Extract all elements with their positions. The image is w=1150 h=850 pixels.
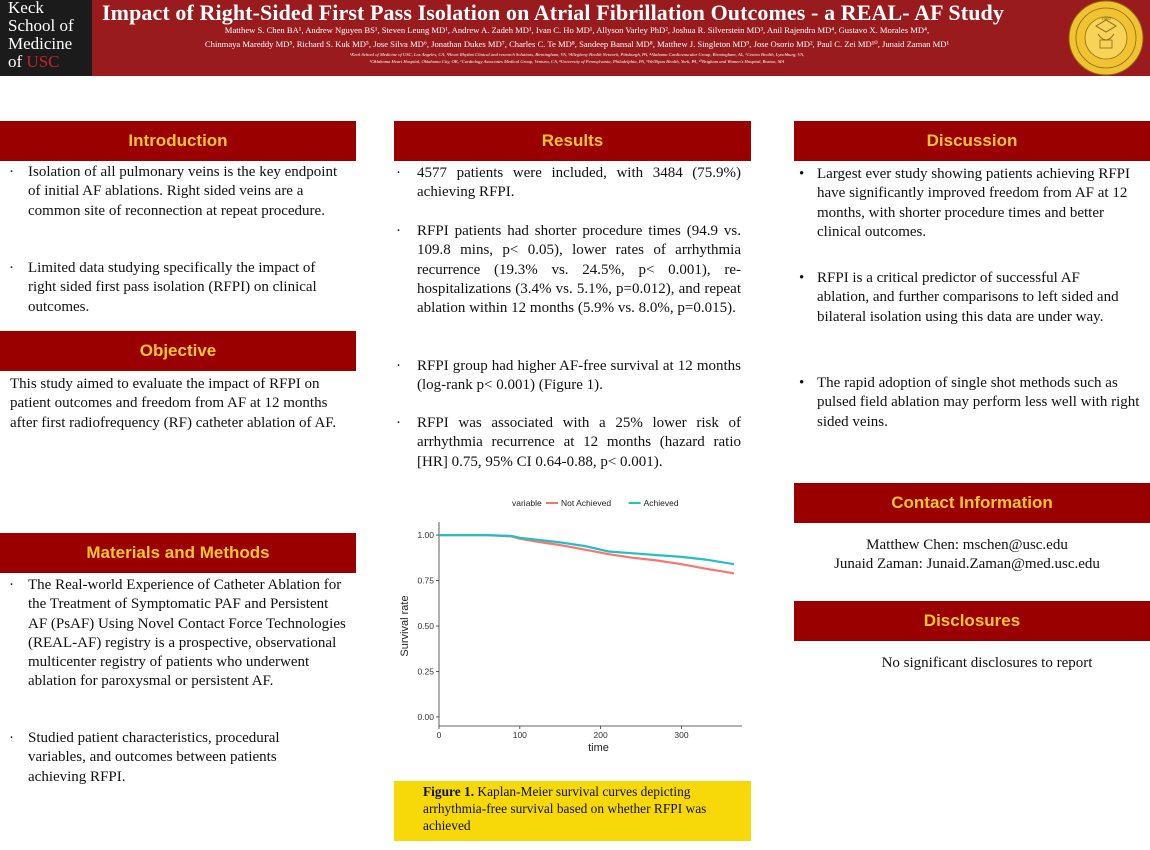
x-tick-label: 200 bbox=[593, 730, 608, 740]
bullet-dot: · bbox=[396, 358, 401, 374]
bullet-dot: • bbox=[799, 375, 805, 391]
y-tick-label: 0.25 bbox=[417, 666, 434, 677]
y-tick-label: 0.50 bbox=[417, 621, 434, 631]
caption-label: Figure 1. bbox=[423, 784, 475, 799]
objective-text: This study aimed to evaluate the impact of RFPI on patient outcomes and freedom from AF at 12 months after first radiofrequency (RF) catheter ablation of AF. bbox=[10, 376, 337, 431]
bullet-text: RFPI is a critical predictor of successful AF ablation, and further comparisons to left sided and bilateral isolation using this data are under way. bbox=[817, 270, 1119, 325]
kaplan-meier-chart bbox=[394, 490, 759, 755]
bullet-text: Isolation of all pulmonary veins is the key endpoint of initial AF ablations. Right sided veins are a common site of reconnection at repeat procedure. bbox=[28, 164, 338, 219]
y-axis-label: Survival rate bbox=[399, 595, 411, 657]
logo-line-1: Keck bbox=[8, 0, 44, 17]
x-tick-label: 100 bbox=[512, 730, 527, 740]
bullet-text: RFPI patients had shorter procedure times (94.9 vs. 109.8 mins, p< 0.05), lower rates of arrhythmia recurrence (19.3% vs. 24.5%, p< 0.001), re-hospitalizations (3.4% vs. 5.1%, p=0.012), and repeat ablation within 12 months (5.9% vs. 8.0%, p=0.015). bbox=[417, 223, 741, 317]
bullet-text: Limited data studying specifically the impact of right sided first pass isolation (RFPI) on clinical outcomes. bbox=[28, 260, 317, 315]
authors-line-2: Chinmaya Mareddy MD⁵, Richard S. Kuk MD⁵, Jose Silva MD⁶, Jonathan Dukes MD⁷, Charles C. Te MD⁸, Sandeep Bansal MD⁸, Matthew J. Singleton MD⁹, Jose Osorio MD², Paul C. Zei MD¹⁰, Junaid Zaman MD¹ bbox=[204, 39, 950, 49]
bullet-dot: · bbox=[396, 415, 401, 431]
logo-line-4 bbox=[8, 53, 60, 70]
logo-line-3: Medicine bbox=[8, 34, 73, 53]
legend-label-1: Achieved bbox=[643, 498, 679, 508]
bullet-dot: · bbox=[9, 164, 14, 180]
disclosures-text: No significant disclosures to report bbox=[881, 655, 1093, 671]
university-seal-icon bbox=[1062, 0, 1150, 76]
discussion-heading: Discussion bbox=[794, 121, 1150, 161]
logo-usc: USC bbox=[26, 52, 60, 71]
x-tick-label: 300 bbox=[674, 730, 689, 740]
bullet-text: Largest ever study showing patients achieving RFPI have significantly improved freedom from AF at 12 months, with shorter procedure times and better clinical outcomes. bbox=[817, 166, 1131, 240]
bullet-dot: • bbox=[799, 166, 805, 182]
seal-year: 1880 bbox=[1101, 17, 1111, 22]
y-tick-label: 0.00 bbox=[417, 711, 434, 722]
series-line-not-achieved bbox=[439, 535, 734, 573]
contact-line-zaman[interactable]: Junaid Zaman: Junaid.Zaman@med.usc.edu bbox=[834, 556, 1100, 573]
keck-usc-logo bbox=[0, 0, 92, 76]
disclosures-heading: Disclosures bbox=[794, 601, 1150, 641]
contact-line-chen[interactable]: Matthew Chen: mschen@usc.edu bbox=[866, 537, 1068, 553]
legend-title: variable bbox=[512, 498, 542, 508]
bullet-text: 4577 patients were included, with 3484 (75.9%) achieving RFPI. bbox=[417, 165, 741, 201]
authors-line-1: Matthew S. Chen BA¹, Andrew Nguyen BS¹, Steven Leung MD¹, Andrew A. Zadeh MD¹, Ivan C. Ho MD¹, Allyson Varley PhD², Joshua R. Silverstein MD³, Anil Rajendra MD⁴, Gustavo X. Morales MD⁴, bbox=[224, 25, 930, 35]
logo-of: of bbox=[8, 52, 27, 71]
bullet-text: Studied patient characteristics, procedural variables, and outcomes between patients achieving RFPI. bbox=[28, 730, 280, 785]
bullet-text: The rapid adoption of single shot methods such as pulsed field ablation may perform less well with right sided veins. bbox=[817, 375, 1140, 430]
bullet-dot: · bbox=[9, 730, 14, 746]
bullet-dot: · bbox=[396, 223, 401, 239]
logo-line-2: School of bbox=[8, 16, 74, 35]
bullet-dot: · bbox=[9, 260, 14, 276]
bullet-dot: · bbox=[396, 165, 401, 181]
y-tick-label: 0.75 bbox=[417, 575, 434, 586]
figure-caption bbox=[394, 781, 751, 841]
bullet-text: RFPI was associated with a 25% lower risk of arrhythmia recurrence at 12 months (hazard ratio [HR] 0.75, 95% CI 0.64-0.88, p< 0.001). bbox=[417, 415, 741, 470]
x-axis-label: time bbox=[588, 742, 609, 754]
contact-heading: Contact Information bbox=[794, 483, 1150, 523]
affiliations-line-2: ⁶Oklahoma Heart Hospital, Oklahoma City, OK, ⁷Cardiology Associates Medical Group, Ventura, CA, ⁸University of Pennsylvania, Philadelphia, PA, ⁹WellSpan Health, York, PA, ¹⁰Brigham and Women's Hospital, Boston, MA bbox=[369, 59, 785, 64]
contact-info bbox=[794, 536, 1140, 575]
bullet-dot: · bbox=[9, 577, 14, 593]
caption-text: Kaplan-Meier survival curves depicting arrhythmia-free survival based on whether RFPI was achieved bbox=[423, 784, 707, 833]
x-tick-label: 0 bbox=[436, 730, 442, 740]
poster-title: Impact of Right-Sided First Pass Isolation on Atrial Fibrillation Outcomes - a REAL- AF Study bbox=[102, 0, 1004, 25]
introduction-heading: Introduction bbox=[0, 121, 356, 161]
bullet-text: The Real-world Experience of Catheter Ablation for the Treatment of Symptomatic PAF and Persistent AF (PsAF) Using Novel Contact Force Technologies (REAL-AF) registry is a prospective, observational multicenter registry of patients who underwent ablation for paroxysmal or persistent AF. bbox=[28, 577, 346, 690]
y-tick-label: 1.00 bbox=[417, 530, 434, 541]
bullet-dot: • bbox=[799, 270, 805, 286]
methods-heading: Materials and Methods bbox=[0, 533, 356, 573]
bullet-text: RFPI group had higher AF-free survival at 12 months (log-rank p< 0.001) (Figure 1). bbox=[417, 358, 741, 394]
poster-header bbox=[0, 0, 1150, 76]
legend-label-0: Not Achieved bbox=[561, 498, 612, 508]
affiliations-line-1: ¹Keck School of Medicine of USC, Los Angeles, CA, ²Heart Rhythm Clinical and research Solutions, Birmingham, VA, ³Allegheny Health Network, Pittsburgh, PA, ⁴Alabama Cardiovascular Group, Birmingham, AL, ⁵Centra Health, Lynchburg, VA, bbox=[349, 52, 805, 57]
objective-heading: Objective bbox=[0, 331, 356, 371]
results-heading: Results bbox=[394, 121, 751, 161]
